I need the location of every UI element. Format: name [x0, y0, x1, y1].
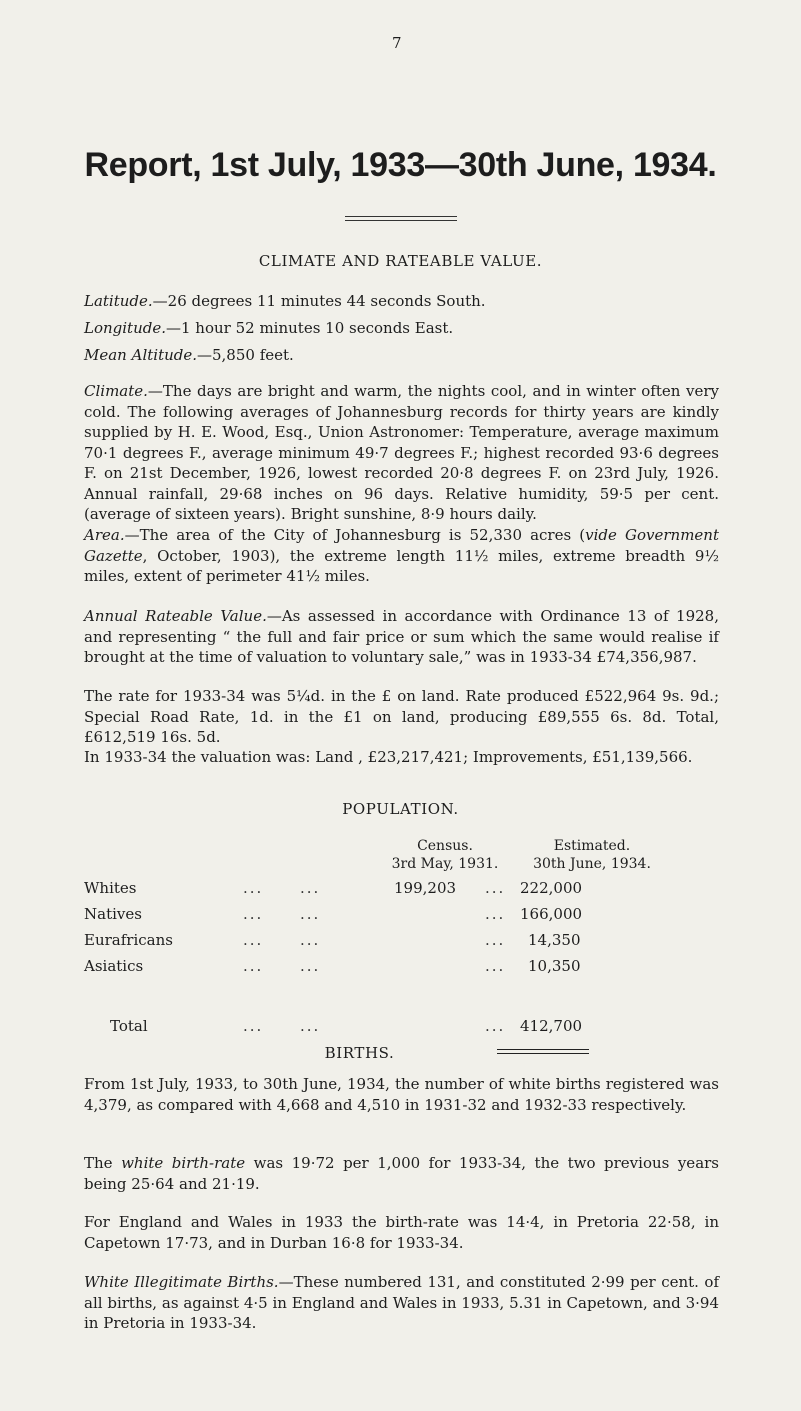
births-heading: BIRTHS.	[324, 1044, 395, 1062]
latitude-label: Latitude.	[84, 292, 153, 310]
illegitimate-text: —These numbered 131, and constituted 2·99 per cent. of all births, as against 4·5 in England and Wales in 1933, 5.31 in Capetown, and 3·94 in Pretoria in 1933-34.	[84, 1273, 720, 1332]
area-paragraph	[84, 525, 719, 587]
rateable-text: —As assessed in accordance with Ordinance 13 of 1928, and representing “ the full and fair price or sum which the same would realise if brought at the time of valuation to voluntary sale,” was in 1933-34 £74,356,987.	[84, 607, 719, 666]
area-vide: vide Government Gazette	[84, 526, 719, 565]
population-group-name: Asiatics	[84, 957, 144, 975]
estimated-value: 10,350	[528, 957, 581, 975]
leader-dots: ...	[243, 879, 264, 897]
births-paragraph-1: From 1st July, 1933, to 30th June, 1934, the number of white births registered was 4,379, as compared with 4,668 and 4,510 in 1931-32 and 1932-33 respectively.	[84, 1075, 719, 1114]
area-text-a: —The area of the City of Johannesburg is 52,330 acres (	[124, 526, 586, 544]
leader-dots: ...	[485, 1017, 506, 1035]
climate-heading: CLIMATE AND RATEABLE VALUE.	[258, 252, 543, 270]
population-group-name: Eurafricans	[84, 931, 173, 949]
leader-dots: ...	[485, 905, 506, 923]
leader-dots: ...	[300, 905, 321, 923]
births-para2-text-a: The	[84, 1154, 122, 1172]
births-paragraph-2	[84, 1153, 719, 1194]
longitude-text: —1 hour 52 minutes 10 seconds East.	[166, 319, 454, 337]
leader-dots: ...	[485, 879, 506, 897]
altitude-label: Mean Altitude.	[84, 346, 197, 364]
population-row-asiatics	[84, 957, 744, 977]
title-rule-bottom	[345, 220, 457, 221]
altitude-line	[84, 345, 294, 365]
total-value: 412,700	[520, 1017, 583, 1035]
illegitimate-label: White Illegitimate Births.	[84, 1273, 279, 1291]
population-group-name: Whites	[84, 879, 137, 897]
longitude-line	[84, 318, 453, 338]
climate-paragraph	[84, 381, 719, 525]
climate-label: Climate.	[84, 382, 148, 400]
leader-dots: ...	[485, 931, 506, 949]
title-rule-top	[345, 216, 457, 217]
leader-dots: ...	[243, 1017, 264, 1035]
population-row-eurafricans	[84, 931, 744, 951]
leader-dots: ...	[485, 957, 506, 975]
births-para2-text-b: was 19·72 per 1,000 for 1933-34, the two previous years being 25·64 and 21·19.	[84, 1154, 720, 1193]
census-column-heading: Census.	[417, 838, 473, 854]
population-group-name: Natives	[84, 905, 142, 923]
leader-dots: ...	[243, 931, 264, 949]
population-row-whites	[84, 879, 744, 899]
rate-paragraph: The rate for 1933-34 was 5¼d. in the £ on land. Rate produced £522,964 9s. 9d.; Special Road Rate, 1d. in the £1 on land, producing £89,555 6s. 8d. Total, £612,519 16s. 5d.	[84, 687, 719, 746]
population-row-total	[84, 1017, 744, 1037]
population-row-natives	[84, 905, 744, 925]
page-number: 7	[392, 34, 402, 52]
leader-dots: ...	[300, 879, 321, 897]
leader-dots: ...	[300, 957, 321, 975]
estimated-value: 166,000	[520, 905, 583, 923]
births-paragraph-3: For England and Wales in 1933 the birth-rate was 14·4, in Pretoria 22·58, in Capetown 17·73, and in Durban 16·8 for 1933-34.	[84, 1213, 719, 1252]
leader-dots: ...	[300, 931, 321, 949]
area-text-b: , October, 1903), the extreme length 11½ miles, extreme breadth 9½ miles, extent of perimeter 41½ miles.	[84, 546, 719, 585]
rateable-label: Annual Rateable Value.	[84, 607, 267, 625]
total-label: Total	[110, 1017, 148, 1035]
climate-text: —The days are bright and warm, the nights cool, and in winter often very cold. The following averages of Johannesburg records for thirty years are kindly supplied by H. E. Wood, Esq., Union Astronomer: Temperature, average maximum 70·1 degrees F., average minimum 49·7 degrees F.; highest recorded 93·6 degrees F. on 21st December, 1926, lowest recorded 20·8 degrees F. on 23rd July, 1926. Annual rainfall, 29·68 inches on 96 days. Relative humidity, 59·5 per cent. (average of sixteen years). Bright sunshine, 8·9 hours daily.	[84, 382, 719, 523]
estimated-column-subheading: 30th June, 1934.	[533, 856, 651, 872]
rateable-paragraph	[84, 606, 719, 668]
census-value: 199,203	[394, 879, 457, 897]
leader-dots: ...	[243, 905, 264, 923]
latitude-text: —26 degrees 11 minutes 44 seconds South.	[152, 292, 486, 310]
estimated-value: 14,350	[528, 931, 581, 949]
valuation-paragraph: In 1933-34 the valuation was: Land , £23,217,421; Improvements, £51,139,566.	[84, 748, 693, 766]
latitude-line	[84, 291, 486, 311]
leader-dots: ...	[243, 957, 264, 975]
area-label: Area.	[84, 526, 125, 544]
illegitimate-births-paragraph	[84, 1272, 719, 1334]
white-birth-rate-term: white birth-rate	[121, 1154, 246, 1172]
census-column-subheading: 3rd May, 1931.	[391, 856, 499, 872]
estimated-value: 222,000	[520, 879, 583, 897]
leader-dots: ...	[300, 1017, 321, 1035]
report-title: Report, 1st July, 1933—30th June, 1934.	[84, 146, 717, 184]
longitude-label: Longitude.	[84, 319, 166, 337]
altitude-text: —5,850 feet.	[197, 346, 294, 364]
estimated-column-heading: Estimated.	[553, 838, 631, 854]
population-heading: POPULATION.	[342, 800, 459, 818]
